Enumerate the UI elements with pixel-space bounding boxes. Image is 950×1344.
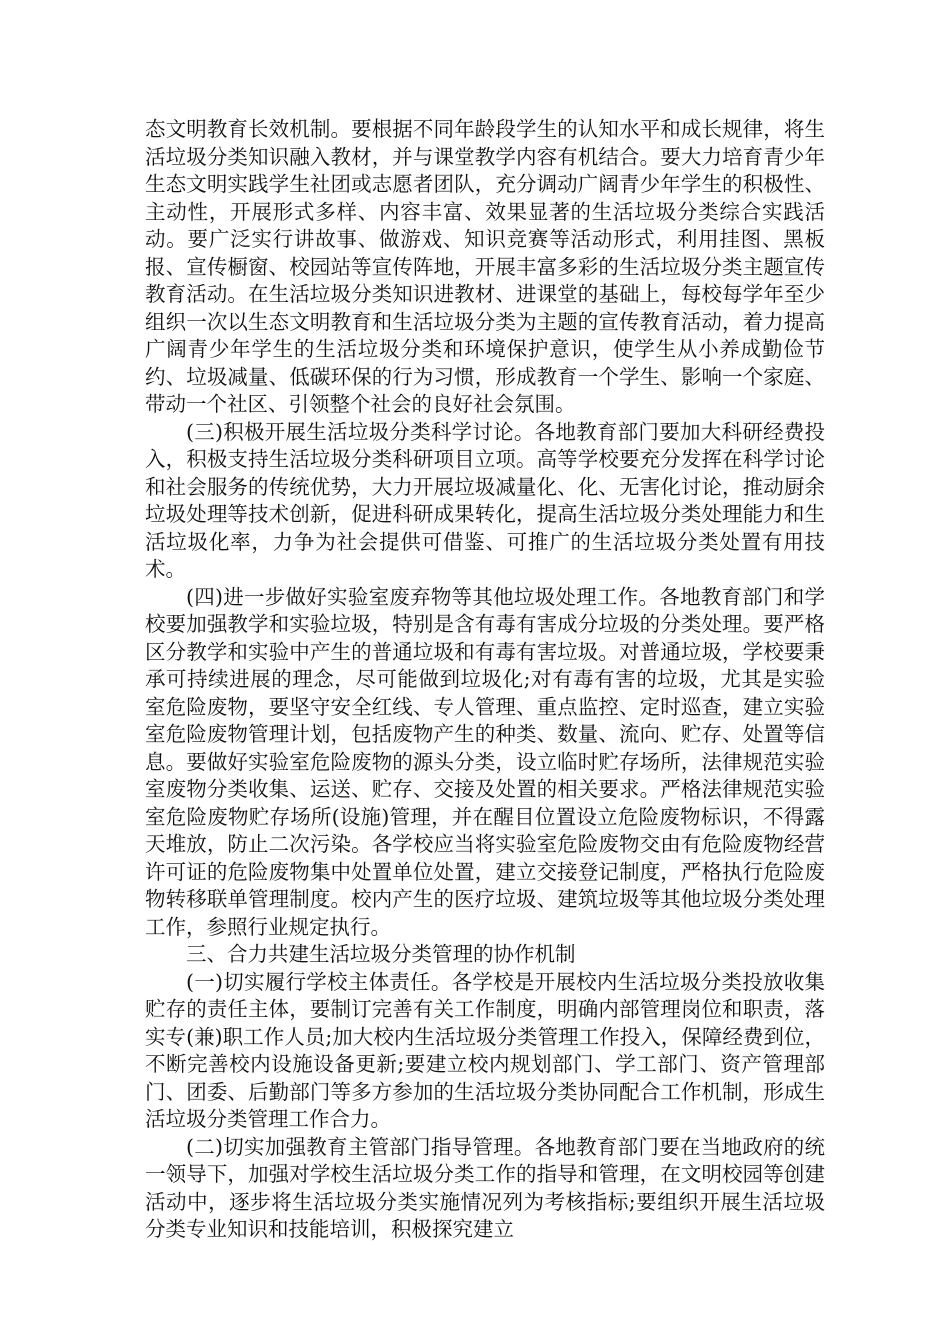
paragraph-lab-waste: (四)进一步做好实验室废弃物等其他垃圾处理工作。各地教育部门和学校要加强教学和实验垃圾，特别是含有毒有害成分垃圾的分类处理。要严格区分教学和实验中产生的普通垃圾和有毒有害垃圾。对普通垃圾，学校要秉承可持续进展的理念，尽可能做到垃圾化;对有毒有害的垃圾，尤其是实验室危险废物，要坚守安全红线、专人管理、重点监控、定时巡查，建立实验室危险废物管理计划，包括废物产生的种类、数量、流向、贮存、处置等信息。要做好实验室危险废物的源头分类，设立临时贮存场所，法律规范实验室废物分类收集、运送、贮存、交接及处置的相关要求。严格法律规范实验室危险废物贮存场所(设施)管理，并在醒目位置设立危险废物标识，不得露天堆放，防止二次污染。各学校应当将实验室危险废物交由有危险废物经营许可证的危险废物集中处置单位处置，建立交接登记制度，严格执行危险废物转移联单管理制度。校内产生的医疗垃圾、建筑垃圾等其他垃圾分类处理工作，参照行业规定执行。 [145, 584, 825, 939]
paragraph-department-guidance: (二)切实加强教育主管部门指导管理。各地教育部门要在当地政府的统一领导下，加强对学校生活垃圾分类工作的指导和管理，在文明校园等创建活动中，逐步将生活垃圾分类实施情况列为考核指标;要组织开展生活垃圾分类专业知识和技能培训，积极探究建立 [145, 1134, 825, 1241]
paragraph-eco-education: 态文明教育长效机制。要根据不同年龄段学生的认知水平和成长规律，将生活垃圾分类知识融入教材，并与课堂教学内容有机结合。要大力培育青少年生态文明实践学生社团或志愿者团队，充分调动广阔青少年学生的积极性、主动性，开展形式多样、内容丰富、效果显著的生活垃圾分类综合实践活动。要广泛实行讲故事、做游戏、知识竞赛等活动形式，利用挂图、黑板报、宣传橱窗、校园站等宣传阵地，开展丰富多彩的生活垃圾分类主题宣传教育活动。在生活垃圾分类知识进教材、进课堂的基础上，每校每学年至少组织一次以生态文明教育和生活垃圾分类为主题的宣传教育活动，着力提高广阔青少年学生的生活垃圾分类和环境保护意识，使学生从小养成勤俭节约、垃圾减量、低碳环保的行为习惯，形成教育一个学生、影响一个家庭、带动一个社区、引领整个社会的良好社会氛围。 [145, 117, 825, 416]
paragraph-school-responsibility: (一)切实履行学校主体责任。各学校是开展校内生活垃圾分类投放收集贮存的责任主体，要制订完善有关工作制度，明确内部管理岗位和职责，落实专(兼)职工作人员;加大校内生活垃圾分类管理工作投入，保障经费到位，不断完善校内设施设备更新;要建立校内规划部门、学工部门、资产管理部门、团委、后勤部门等多方参加的生活垃圾分类协同配合工作机制，形成生活垃圾分类管理工作合力。 [145, 969, 825, 1131]
document-page [145, 116, 825, 1244]
section-heading-cooperation: 三、合力共建生活垃圾分类管理的协作机制 [186, 942, 576, 966]
paragraph-research: (三)积极开展生活垃圾分类科学讨论。各地教育部门要加大科研经费投入，积极支持生活垃圾分类科研项目立项。高等学校要充分发挥在科学讨论和社会服务的传统优势，大力开展垃圾减量化、化、无害化讨论，推动厨余垃圾处理等技术创新，促进科研成果转化，提高生活垃圾分类处理能力和生活垃圾化率，力争为社会提供可借鉴、可推广的生活垃圾分类处置有用技术。 [145, 419, 825, 581]
